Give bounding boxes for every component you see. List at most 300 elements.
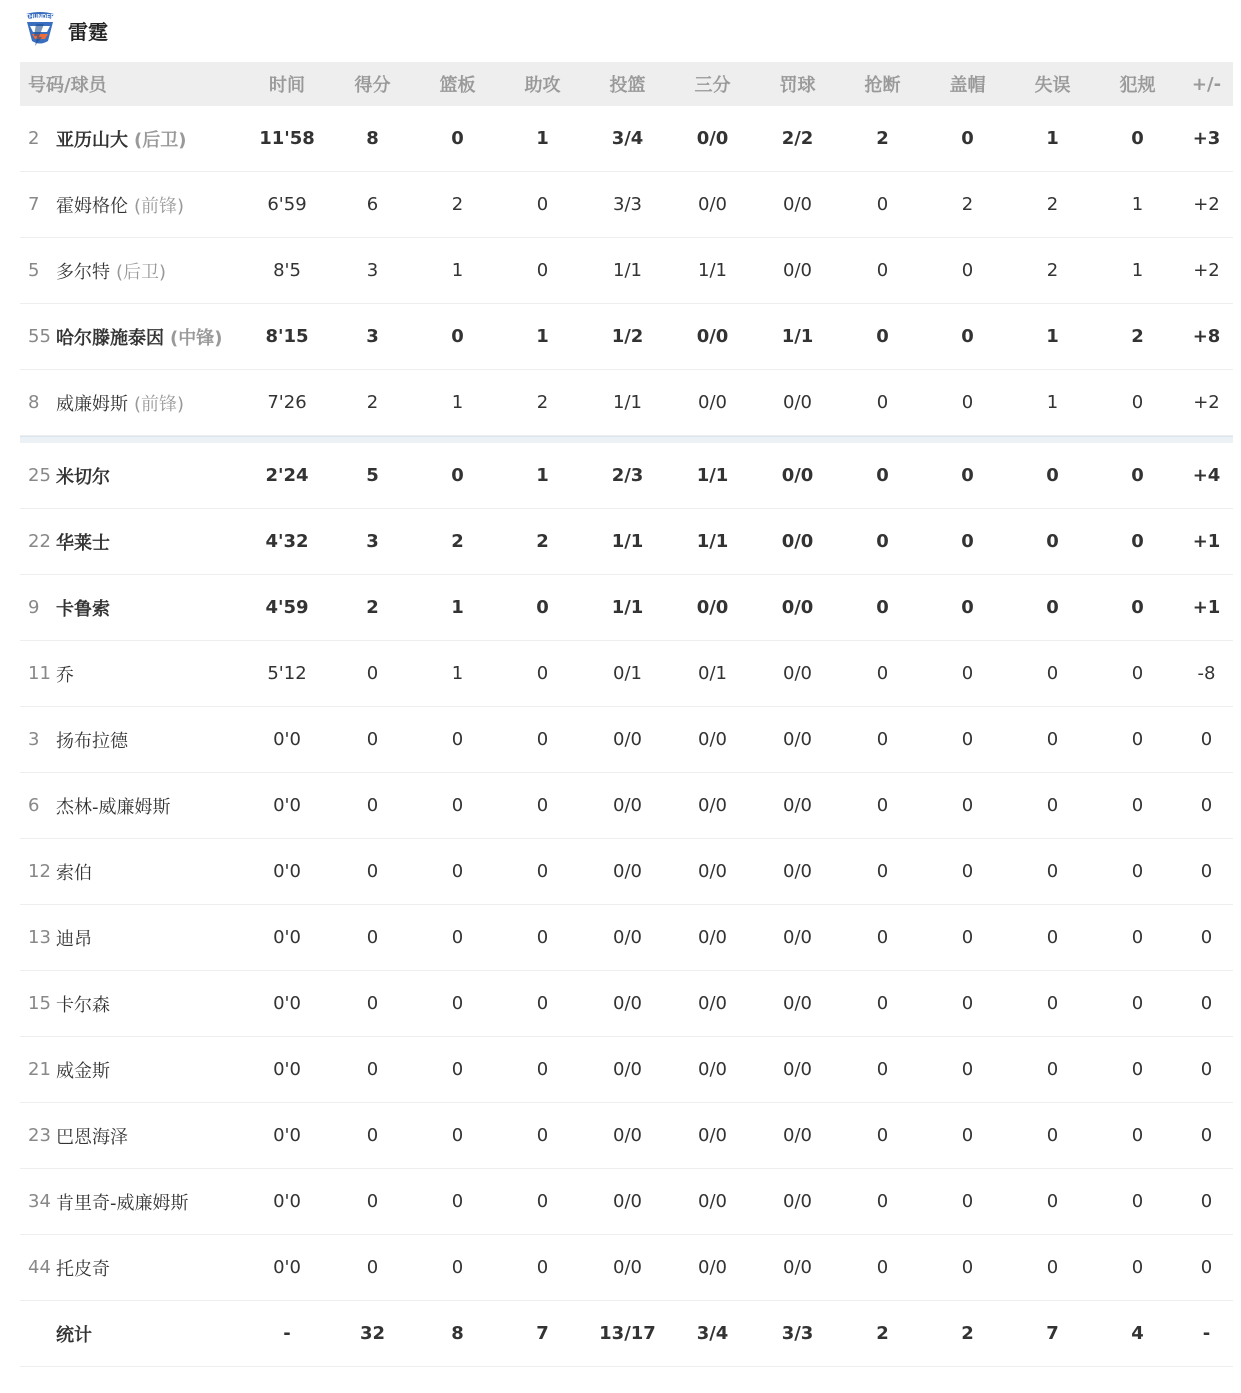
player-name[interactable]: 华莱士 [56,532,110,554]
cell-turnovers: 2 [1046,194,1059,215]
cell-three-pointers: 0/0 [698,1059,727,1080]
cell-field-goals: 3/3 [613,194,642,215]
cell-blocks: 0 [961,326,974,347]
cell-blocks: 0 [961,663,974,684]
player-row[interactable] [20,641,1233,707]
cell-assists: 0 [536,993,549,1014]
cell-turnovers: 0 [1046,1191,1059,1212]
player-cell [20,1057,244,1083]
player-row[interactable] [20,238,1233,304]
player-row[interactable] [20,575,1233,641]
player-number: 23 [28,1125,51,1146]
cell-steals: 0 [876,392,889,413]
cell-rebounds: 0 [451,465,464,486]
cell-field-goals: 0/0 [613,1191,642,1212]
cell-free-throws: 0/0 [783,795,812,816]
col-header-steals: 抢断 [864,75,901,96]
cell-free-throws: 0/0 [783,927,812,948]
cell-assists: 2 [536,531,549,552]
cell-turnovers: 0 [1046,465,1059,486]
cell-steals: 0 [876,465,889,486]
player-name[interactable]: 扬布拉德 [56,730,128,752]
cell-fouls: 0 [1131,1059,1144,1080]
cell-plus-minus: 0 [1200,993,1213,1014]
cell-assists: 0 [536,1191,549,1212]
cell-blocks: 0 [961,795,974,816]
cell-free-throws: 0/0 [783,861,812,882]
cell-field-goals: 0/0 [613,927,642,948]
cell-field-goals: 0/0 [613,861,642,882]
cell-plus-minus: +2 [1193,392,1220,413]
totals-row [20,1301,1233,1367]
player-row[interactable] [20,1235,1233,1301]
cell-steals: 0 [876,326,889,347]
totals-fouls: 4 [1131,1323,1144,1344]
cell-free-throws: 0/0 [783,729,812,750]
cell-time: 6'59 [267,194,307,215]
cell-assists: 0 [536,1125,549,1146]
cell-points: 0 [366,993,379,1014]
cell-steals: 0 [876,1125,889,1146]
player-name[interactable]: 迪昂 [56,928,92,950]
cell-three-pointers: 0/0 [698,194,727,215]
player-name[interactable]: 米切尔 [56,466,110,488]
cell-rebounds: 0 [451,729,464,750]
totals-time: - [283,1323,291,1344]
team-name: 雷霆 [68,19,108,44]
cell-rebounds: 0 [451,326,464,347]
cell-points: 0 [366,1257,379,1278]
player-number: 34 [28,1191,51,1212]
player-cell [20,1189,244,1215]
player-cell [20,727,244,753]
okc-thunder-logo [20,10,60,50]
cell-rebounds: 0 [451,795,464,816]
col-header-field-goals: 投篮 [609,75,646,96]
cell-free-throws: 0/0 [781,597,814,618]
cell-assists: 0 [536,597,549,618]
cell-time: 0'0 [273,795,301,816]
cell-steals: 0 [876,861,889,882]
player-cell [20,192,244,218]
player-row[interactable] [20,509,1233,575]
player-name[interactable]: 索伯 [56,862,92,884]
totals-rebounds: 8 [451,1323,464,1344]
cell-time: 4'59 [265,597,309,618]
totals-blocks: 2 [961,1323,974,1344]
cell-rebounds: 1 [451,663,464,684]
cell-free-throws: 0/0 [783,260,812,281]
player-name[interactable]: 乔 [56,664,74,686]
cell-points: 5 [366,465,379,486]
player-number: 11 [28,663,51,684]
player-cell [20,1255,244,1281]
cell-three-pointers: 0/0 [698,795,727,816]
cell-plus-minus: +3 [1192,128,1221,149]
cell-fouls: 0 [1131,465,1144,486]
cell-turnovers: 2 [1046,260,1059,281]
cell-time: 0'0 [273,861,301,882]
starters-bench-divider [20,436,1233,443]
box-score-table [20,62,1233,1367]
cell-field-goals: 0/0 [613,1059,642,1080]
player-name[interactable]: 肯里奇-威廉姆斯 [56,1192,189,1214]
cell-field-goals: 1/1 [613,260,642,281]
cell-points: 3 [366,326,379,347]
cell-free-throws: 0/0 [783,1257,812,1278]
cell-steals: 0 [876,1257,889,1278]
cell-blocks: 0 [961,861,974,882]
starters-section [20,106,1233,436]
totals-points: 32 [359,1323,386,1344]
player-cell [20,126,244,152]
player-cell [20,793,244,819]
col-header-free-throws: 罚球 [779,75,816,96]
cell-rebounds: 0 [451,1191,464,1212]
cell-field-goals: 0/0 [613,1125,642,1146]
bench-section [20,443,1233,1301]
cell-free-throws: 0/0 [783,392,812,413]
col-header-points: 得分 [354,75,391,96]
cell-steals: 0 [876,927,889,948]
cell-turnovers: 0 [1046,1125,1059,1146]
cell-blocks: 0 [961,392,974,413]
cell-blocks: 0 [961,1125,974,1146]
cell-assists: 0 [536,795,549,816]
player-row[interactable] [20,1169,1233,1235]
cell-free-throws: 0/0 [783,1059,812,1080]
cell-steals: 0 [876,597,889,618]
col-header-player: 号码/球员 [28,75,107,96]
player-row[interactable] [20,1103,1233,1169]
player-number: 21 [28,1059,51,1080]
col-header-fouls: 犯规 [1119,75,1156,96]
cell-blocks: 0 [961,993,974,1014]
player-name[interactable]: 哈尔滕施泰因 [56,327,164,349]
player-row[interactable] [20,370,1233,436]
cell-plus-minus: 0 [1200,1125,1213,1146]
cell-fouls: 0 [1131,729,1144,750]
cell-steals: 0 [876,1059,889,1080]
cell-fouls: 0 [1131,663,1144,684]
player-name[interactable]: 卡鲁索 [56,598,110,620]
player-number: 7 [28,194,40,215]
cell-free-throws: 0/0 [783,663,812,684]
player-position: (前锋) [134,195,185,217]
cell-time: 0'0 [273,1059,301,1080]
cell-assists: 0 [536,861,549,882]
logo-text: THUNDER [25,14,55,21]
cell-free-throws: 0/0 [783,1125,812,1146]
totals-three-pointers: 3/4 [696,1323,729,1344]
cell-turnovers: 0 [1046,1257,1059,1278]
cell-field-goals: 0/1 [613,663,642,684]
col-header-plus-minus: +/- [1191,73,1222,95]
cell-blocks: 0 [961,465,974,486]
cell-plus-minus: 0 [1200,729,1213,750]
player-name[interactable]: 霍姆格伦 [56,195,128,217]
cell-rebounds: 0 [451,1125,464,1146]
cell-rebounds: 2 [451,531,464,552]
cell-blocks: 0 [961,128,974,149]
player-name[interactable]: 托皮奇 [56,1258,110,1280]
player-row[interactable] [20,1037,1233,1103]
cell-time: 0'0 [273,1125,301,1146]
cell-steals: 2 [876,128,889,149]
cell-blocks: 0 [961,927,974,948]
totals-label: 统计 [56,1324,92,1346]
cell-plus-minus: +1 [1192,531,1221,552]
cell-turnovers: 0 [1046,663,1059,684]
cell-turnovers: 0 [1046,927,1059,948]
cell-assists: 0 [536,927,549,948]
cell-free-throws: 1/1 [781,326,814,347]
cell-time: 8'15 [265,326,309,347]
player-position: (前锋) [134,393,185,415]
cell-field-goals: 0/0 [613,729,642,750]
cell-steals: 0 [876,729,889,750]
player-number: 55 [28,326,51,347]
cell-field-goals: 3/4 [611,128,644,149]
cell-assists: 0 [536,1257,549,1278]
col-header-time: 时间 [269,75,305,96]
col-header-assists: 助攻 [524,75,561,96]
player-position: (中锋) [170,327,223,349]
team-header [20,8,108,52]
player-number: 12 [28,861,51,882]
player-cell [20,661,244,687]
player-number: 15 [28,993,51,1014]
cell-points: 0 [366,861,379,882]
totals-plus-minus: - [1202,1323,1211,1344]
cell-rebounds: 1 [451,260,464,281]
player-number: 25 [28,465,51,486]
player-number: 6 [28,795,40,816]
cell-blocks: 0 [961,531,974,552]
cell-fouls: 0 [1131,795,1144,816]
cell-assists: 0 [536,260,549,281]
cell-assists: 1 [536,465,549,486]
cell-time: 11'58 [259,128,315,149]
cell-three-pointers: 0/0 [696,597,729,618]
cell-turnovers: 0 [1046,993,1059,1014]
cell-turnovers: 0 [1046,795,1059,816]
totals-free-throws: 3/3 [781,1323,814,1344]
player-row[interactable] [20,773,1233,839]
player-row[interactable] [20,172,1233,238]
cell-rebounds: 2 [451,194,464,215]
cell-fouls: 0 [1131,1191,1144,1212]
player-name[interactable]: 威金斯 [56,1060,110,1082]
cell-plus-minus: 0 [1200,1191,1213,1212]
player-row[interactable] [20,106,1233,172]
cell-steals: 0 [876,260,889,281]
cell-assists: 0 [536,663,549,684]
cell-assists: 0 [536,194,549,215]
cell-three-pointers: 0/0 [698,1257,727,1278]
cell-plus-minus: 0 [1200,927,1213,948]
cell-plus-minus: +4 [1192,465,1221,486]
cell-fouls: 0 [1131,1125,1144,1146]
cell-three-pointers: 0/0 [698,993,727,1014]
cell-three-pointers: 0/0 [698,392,727,413]
cell-turnovers: 1 [1046,128,1059,149]
player-cell [20,529,244,555]
player-row[interactable] [20,971,1233,1037]
player-number: 9 [28,597,40,618]
cell-time: 0'0 [273,993,301,1014]
cell-rebounds: 0 [451,993,464,1014]
cell-three-pointers: 0/0 [698,861,727,882]
totals-field-goals: 13/17 [599,1323,656,1344]
cell-points: 2 [366,392,379,413]
cell-points: 0 [366,663,379,684]
cell-assists: 0 [536,1059,549,1080]
cell-field-goals: 1/1 [613,392,642,413]
cell-points: 3 [366,260,379,281]
cell-three-pointers: 0/0 [696,326,729,347]
cell-turnovers: 0 [1046,597,1059,618]
cell-plus-minus: +2 [1193,260,1220,281]
table-header [20,62,1233,106]
cell-time: 4'32 [265,531,309,552]
cell-plus-minus: 0 [1200,1059,1213,1080]
player-number: 44 [28,1257,51,1278]
cell-three-pointers: 0/0 [698,1191,727,1212]
cell-assists: 1 [536,326,549,347]
cell-turnovers: 0 [1046,531,1059,552]
cell-turnovers: 0 [1046,729,1059,750]
cell-assists: 0 [536,729,549,750]
cell-points: 6 [366,194,379,215]
player-name[interactable]: 多尔特 [56,261,110,283]
cell-three-pointers: 1/1 [696,465,729,486]
cell-time: 5'12 [267,663,307,684]
cell-three-pointers: 0/0 [696,128,729,149]
player-cell [20,258,244,284]
cell-plus-minus: +2 [1193,194,1220,215]
cell-time: 0'0 [273,1257,301,1278]
player-row[interactable] [20,304,1233,370]
cell-fouls: 0 [1131,1257,1144,1278]
player-row[interactable] [20,707,1233,773]
player-cell [20,463,244,489]
cell-fouls: 1 [1131,194,1144,215]
cell-plus-minus: +1 [1192,597,1221,618]
cell-three-pointers: 0/1 [698,663,727,684]
cell-fouls: 0 [1131,993,1144,1014]
cell-three-pointers: 0/0 [698,1125,727,1146]
player-cell [20,991,244,1017]
cell-points: 0 [366,927,379,948]
cell-time: 8'5 [273,260,301,281]
cell-time: 0'0 [273,1191,301,1212]
cell-field-goals: 0/0 [613,795,642,816]
cell-field-goals: 2/3 [611,465,644,486]
cell-field-goals: 0/0 [613,1257,642,1278]
cell-rebounds: 0 [451,927,464,948]
player-row[interactable] [20,443,1233,509]
cell-field-goals: 1/1 [611,597,644,618]
player-position: (后卫) [134,129,187,151]
player-name[interactable]: 杰林-威廉姆斯 [56,796,171,818]
player-number: 2 [28,128,40,149]
cell-fouls: 1 [1131,260,1144,281]
cell-three-pointers: 1/1 [696,531,729,552]
cell-rebounds: 1 [451,597,464,618]
cell-points: 0 [366,1125,379,1146]
cell-field-goals: 1/2 [611,326,644,347]
cell-steals: 0 [876,1191,889,1212]
cell-three-pointers: 0/0 [698,729,727,750]
cell-rebounds: 0 [451,1059,464,1080]
cell-plus-minus: -8 [1197,663,1216,684]
player-cell [20,1123,244,1149]
cell-fouls: 0 [1131,597,1144,618]
player-name[interactable]: 巴恩海泽 [56,1126,128,1148]
cell-plus-minus: 0 [1200,1257,1213,1278]
col-header-blocks: 盖帽 [949,75,986,96]
cell-steals: 0 [876,795,889,816]
cell-turnovers: 1 [1046,326,1059,347]
cell-blocks: 0 [961,729,974,750]
cell-blocks: 0 [961,1059,974,1080]
player-name[interactable]: 亚历山大 [56,129,128,151]
player-number: 22 [28,531,51,552]
player-row[interactable] [20,905,1233,971]
player-cell [20,925,244,951]
cell-rebounds: 0 [451,128,464,149]
cell-field-goals: 1/1 [611,531,644,552]
cell-rebounds: 0 [451,1257,464,1278]
totals-steals: 2 [876,1323,889,1344]
cell-time: 0'0 [273,729,301,750]
cell-fouls: 0 [1131,927,1144,948]
player-number: 3 [28,729,40,750]
cell-blocks: 0 [961,597,974,618]
cell-free-throws: 0/0 [783,993,812,1014]
cell-free-throws: 0/0 [783,1191,812,1212]
cell-time: 7'26 [267,392,307,413]
cell-blocks: 2 [961,194,974,215]
cell-field-goals: 0/0 [613,993,642,1014]
player-cell [20,859,244,885]
cell-blocks: 0 [961,1257,974,1278]
cell-time: 2'24 [265,465,309,486]
cell-time: 0'0 [273,927,301,948]
cell-fouls: 0 [1131,392,1144,413]
cell-turnovers: 0 [1046,861,1059,882]
col-header-three-pointers: 三分 [694,75,731,96]
cell-fouls: 0 [1131,861,1144,882]
cell-steals: 0 [876,194,889,215]
player-cell [20,324,244,350]
cell-points: 3 [366,531,379,552]
cell-blocks: 0 [961,260,974,281]
col-header-turnovers: 失误 [1034,75,1071,96]
player-number: 8 [28,392,40,413]
col-header-rebounds: 篮板 [439,75,476,96]
cell-three-pointers: 0/0 [698,927,727,948]
player-name[interactable]: 卡尔森 [56,994,110,1016]
cell-fouls: 0 [1131,128,1144,149]
player-number: 5 [28,260,40,281]
player-row[interactable] [20,839,1233,905]
player-name[interactable]: 威廉姆斯 [56,393,128,415]
totals-assists: 7 [536,1323,549,1344]
cell-points: 0 [366,729,379,750]
cell-blocks: 0 [961,1191,974,1212]
